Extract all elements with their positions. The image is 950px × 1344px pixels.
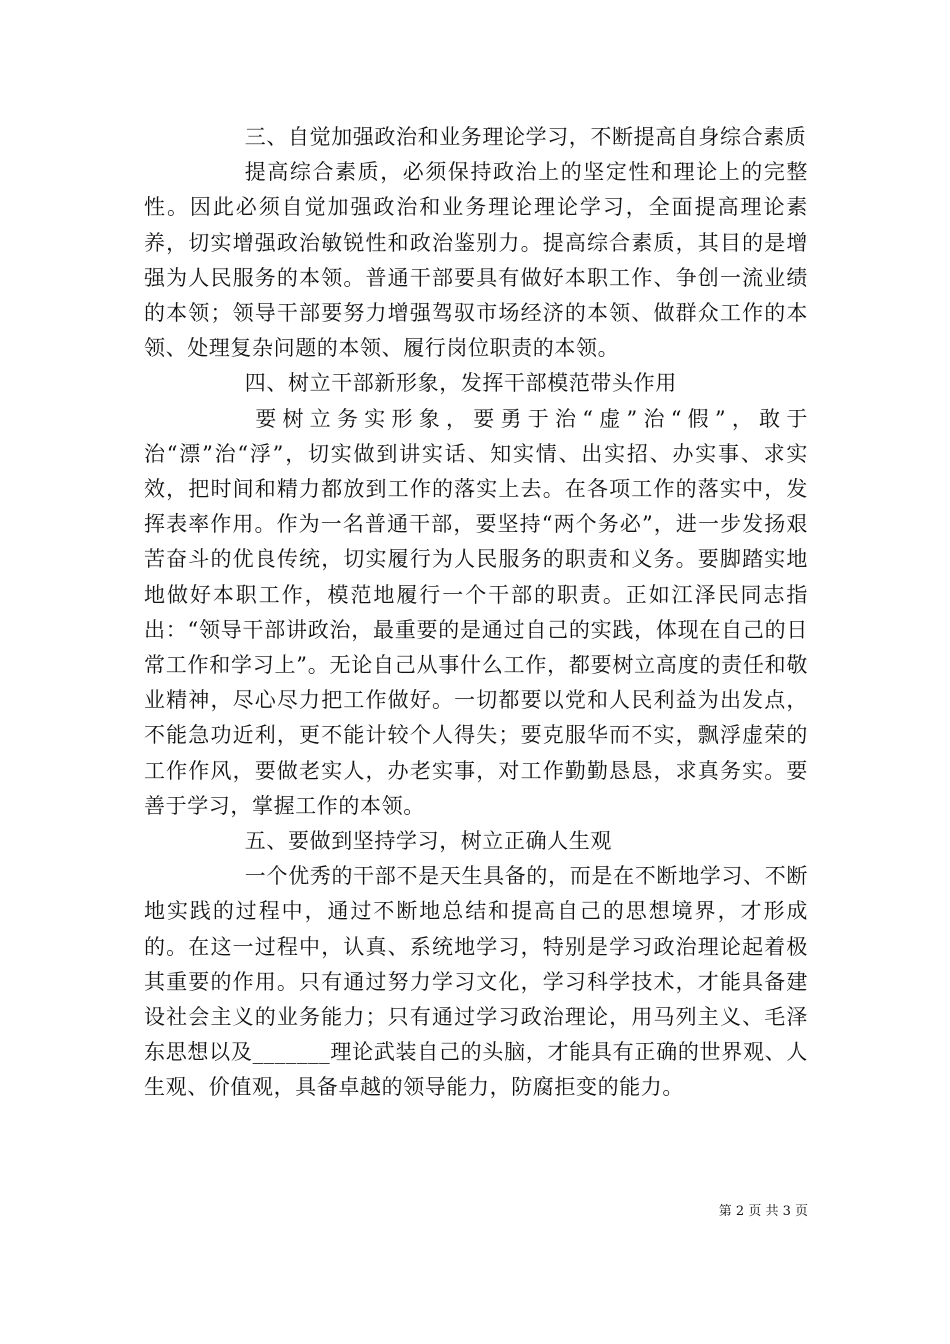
section-heading-3: 三、自觉加强政治和业务理论学习，不断提高自身综合素质	[244, 125, 807, 149]
section-heading-4: 四、树立干部新形象，发挥干部模范带头作用	[244, 371, 677, 396]
document-body	[144, 120, 808, 1106]
paragraph-section-3: 提高综合素质，必须保持政治上的坚定性和理论上的完整性。因此必须自觉加强政治和业务理论理论学习，全面提高理论素养，切实增强政治敏锐性和政治鉴别力。提高综合素质，其目的是增强为人民服务的本领。普通干部要具有做好本职工作、争创一流业绩的本领；领导干部要努力增强驾驭市场经济的本领、做群众工作的本领、处理复杂问题的本领、履行岗位职责的本领。	[144, 160, 808, 361]
paragraph-section-4: 要树立务实形象，要勇于治“虚”治“假”，敢于治“漂”治“浮”，切实做到讲实话、知实情、出实招、办实事、求实效，把时间和精力都放到工作的落实上去。在各项工作的落实中，发挥表率作用。作为一名普通干部，要坚持“两个务必”，进一步发扬艰苦奋斗的优良传统，切实履行为人民服务的职责和义务。要脚踏实地地做好本职工作，模范地履行一个干部的职责。正如江泽民同志指出：“领导干部讲政治，最重要的是通过自己的实践，体现在自己的日常工作和学习上”。无论自己从事什么工作，都要树立高度的责任和敬业精神，尽心尽力把工作做好。一切都要以党和人民利益为出发点，不能急功近利，更不能计较个人得失；要克服华而不实，飘浮虚荣的工作作风，要做老实人，办老实事，对工作勤勤恳恳，求真务实。要善于学习，掌握工作的本领。	[144, 406, 808, 818]
section-heading-5: 五、要做到坚持学习，树立正确人生观	[244, 829, 612, 854]
paragraph-section-5: 一个优秀的干部不是天生具备的，而是在不断地学习、不断地实践的过程中，通过不断地总结和提高自己的思想境界，才形成的。在这一过程中，认真、系统地学习，特别是学习政治理论起着极其重要的作用。只有通过努力学习文化，学习科学技术，才能具备建设社会主义的业务能力；只有通过学习政治理论，用马列主义、毛泽东思想以及_______理论武装自己的头脑，才能具有正确的世界观、人生观、价值观，具备卓越的领导能力，防腐拒变的能力。	[144, 864, 808, 1100]
page-number: 第 2 页 共 3 页	[718, 1204, 808, 1219]
